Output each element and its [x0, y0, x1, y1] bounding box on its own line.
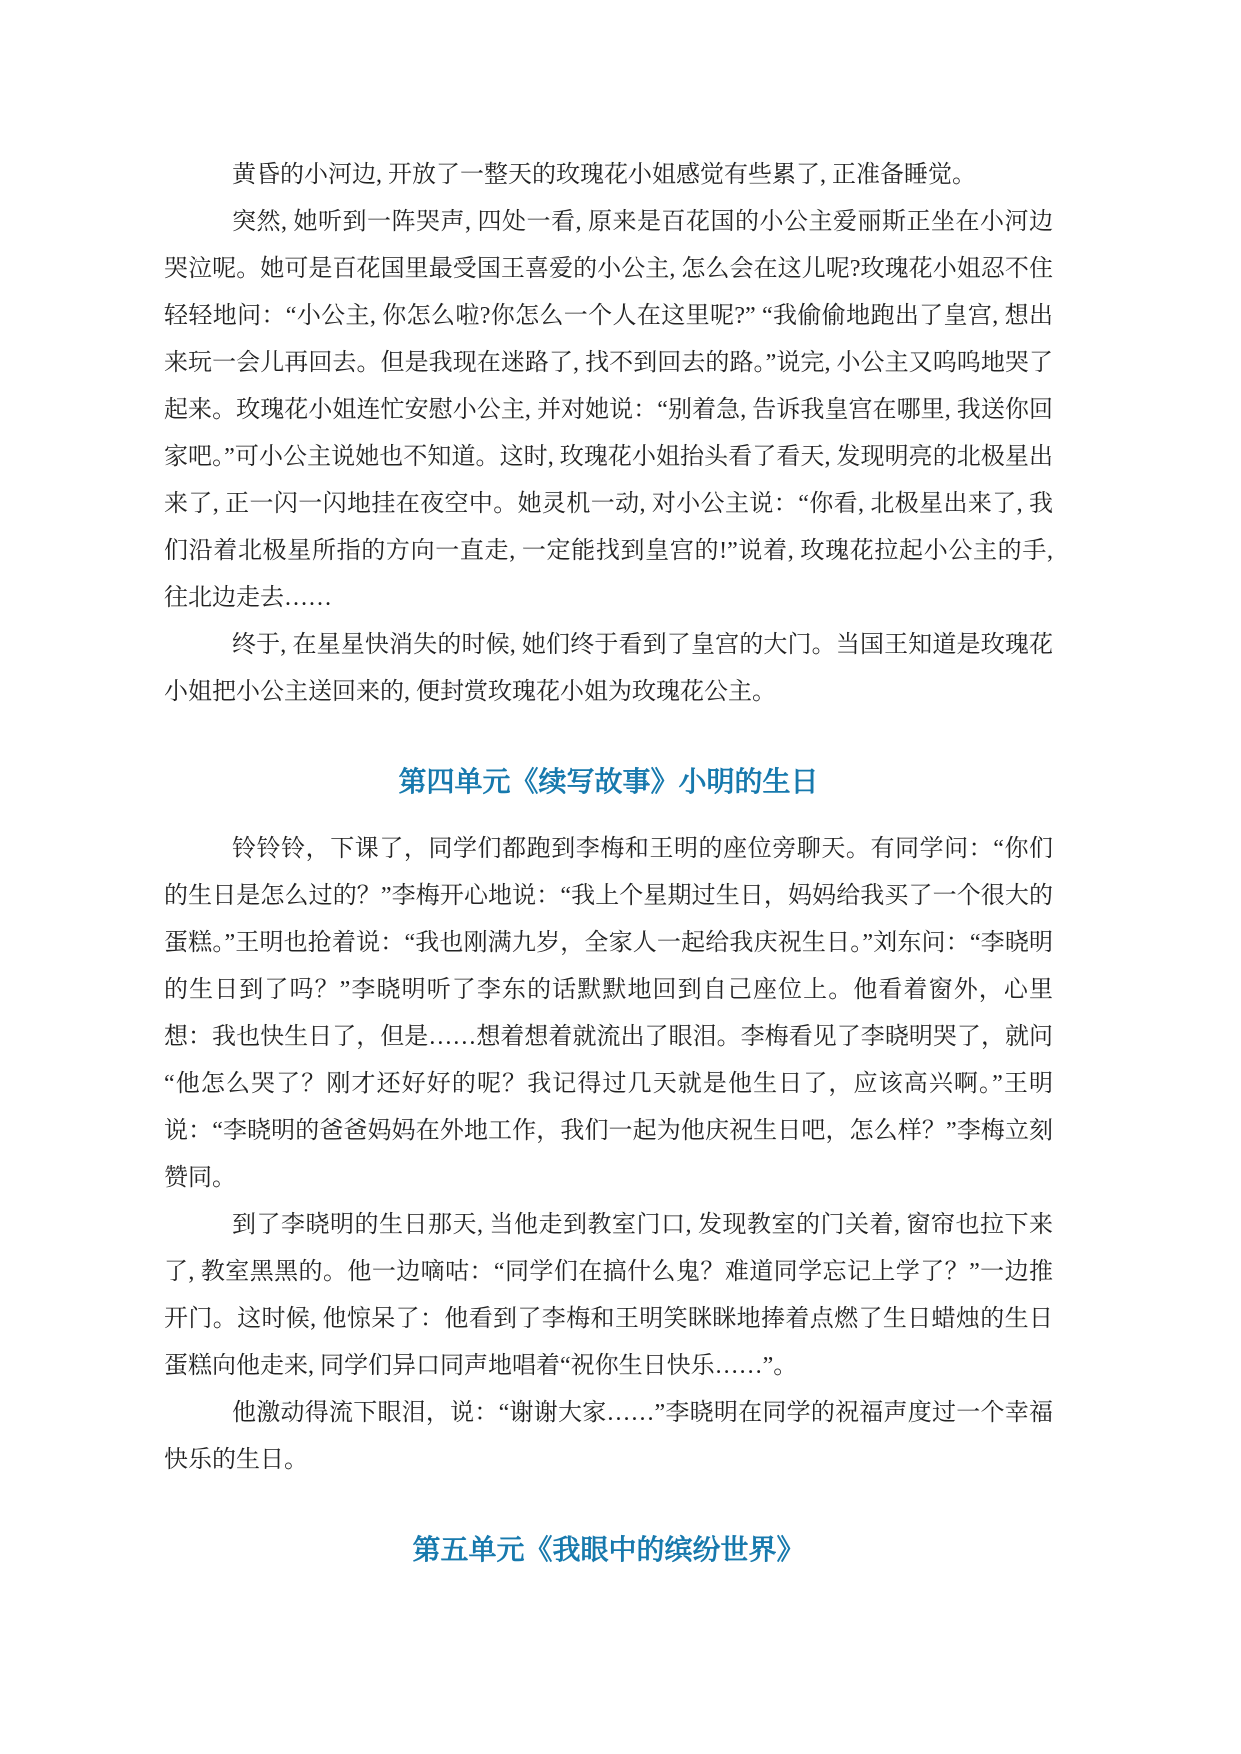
rose-story-paragraph-2: 突然, 她听到一阵哭声, 四处一看, 原来是百花国的小公主爱丽斯正坐在小河边哭泣呢。她可是百花国里最受国王喜爱的小公主, 怎么会在这儿呢?玫瑰花小姐忍不住轻轻地问：“小公主, 你怎么啦?你怎么一个人在这里呢?” “我偷偷地跑出了皇宫, 想出来玩一会儿再回去。但是我现在迷路了, 找不到回去的路。”说完, 小公主又呜呜地哭了起来。玫瑰花小姐连忙安慰小公主, 并对她说：“别着急, 告诉我皇宫在哪里, 我送你回家吧。”可小公主说她也不知道。这时, 玫瑰花小姐抬头看了看天, 发现明亮的北极星出来了, 正一闪一闪地挂在夜空中。她灵机一动, 对小公主说：“你看, 北极星出来了, 我们沿着北极星所指的方向一直走, 一定能找到皇宫的!”说着, 玫瑰花拉起小公主的手, 往北边走去……	[164, 209, 1053, 611]
unit4-paragraph-2: 到了李晓明的生日那天, 当他走到教室门口, 发现教室的门关着, 窗帘也拉下来了, 教室黑黑的。他一边嘀咕：“同学们在搞什么鬼？难道同学忘记上学了？”一边推开门。这时候, 他惊呆了：他看到了李梅和王明笑眯眯地捧着点燃了生日蜡烛的生日蛋糕向他走来, 同学们异口同声地唱着“祝你生日快乐……”。	[164, 1212, 1053, 1379]
rose-story-paragraph-1: 黄昏的小河边, 开放了一整天的玫瑰花小姐感觉有些累了, 正准备睡觉。	[232, 162, 976, 188]
rose-story-paragraph-3: 终于, 在星星快消失的时候, 她们终于看到了皇宫的大门。当国王知道是玫瑰花小姐把小公主送回来的, 便封赏玫瑰花小姐为玫瑰花公主。	[164, 632, 1053, 705]
unit5-heading: 第五单元《我眼中的缤纷世界》	[412, 1535, 805, 1566]
unit4-paragraph-3: 他激动得流下眼泪，说：“谢谢大家……”李晓明在同学的祝福声度过一个幸福快乐的生日。	[164, 1400, 1053, 1473]
unit4-paragraph-1: 铃铃铃，下课了，同学们都跑到李梅和王明的座位旁聊天。有同学问：“你们的生日是怎么过的？”李梅开心地说：“我上个星期过生日，妈妈给我买了一个很大的蛋糕。”王明也抢着说：“我也刚满九岁，全家人一起给我庆祝生日。”刘东问：“李晓明的生日到了吗？”李晓明听了李东的话默默地回到自己座位上。他看着窗外，心里想：我也快生日了，但是……想着想着就流出了眼泪。李梅看见了李晓明哭了，就问“他怎么哭了？刚才还好好的呢？我记得过几天就是他生日了，应该高兴啊。”王明说：“李晓明的爸爸妈妈在外地工作，我们一起为他庆祝生日吧，怎么样？”李梅立刻赞同。	[164, 836, 1053, 1191]
unit4-heading: 第四单元《续写故事》小明的生日	[398, 767, 819, 798]
